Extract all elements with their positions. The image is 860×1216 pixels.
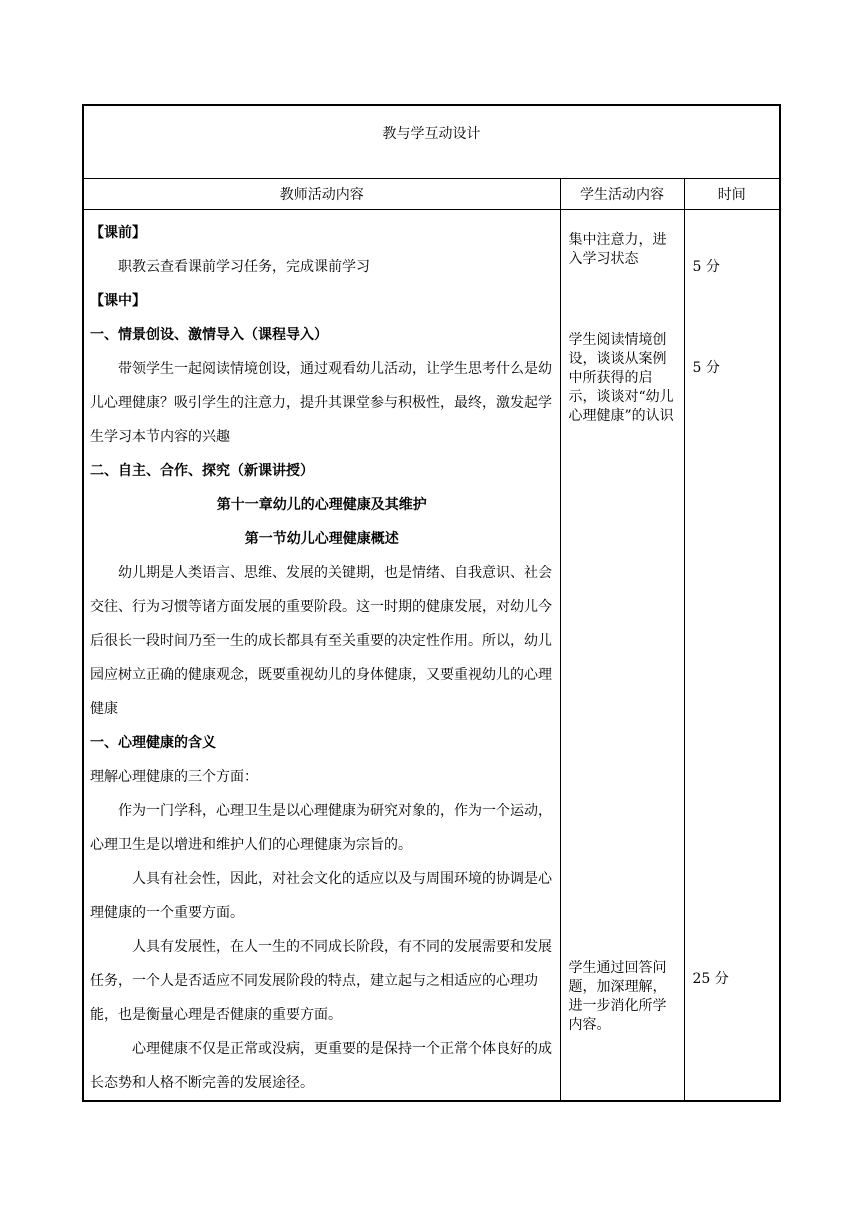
section1-text: 带领学生一起阅读情境创设，通过观看幼儿活动，让学生思考什么是幼儿心理健康？吸引学生的注意力，提升其课堂参与积极性，最终，激发起学生学习本节内容的兴趣 xyxy=(90,361,552,445)
teacher-column-header: 教师活动内容 xyxy=(83,179,560,210)
chapter-title: 第十一章幼儿的心理健康及其维护 xyxy=(216,497,427,513)
aspect-paragraph-3: 人具有发展性，在人一生的不同成长阶段，有不同的发展需要和发展任务，一个人是否适应不同发展阶段的特点，建立起与之相适应的心理功能，也是衡量心理是否健康的重要方面。 xyxy=(90,939,552,1023)
interaction-design-table xyxy=(82,104,781,1102)
table-title-cell xyxy=(83,105,780,179)
aspect-paragraph-4: 心理健康不仅是正常或没病，更重要的是保持一个正常个体良好的成长态势和人格不断完善的发展途径。 xyxy=(90,1041,552,1091)
student-activity-1: 集中注意力，进入学习状态 xyxy=(568,232,667,267)
student-activity-3: 学生通过回答问题，加深理解，进一步消化所学内容。 xyxy=(568,960,667,1033)
aspect-paragraph-2: 人具有社会性，因此，对社会文化的适应以及与周围环境的协调是心理健康的一个重要方面。 xyxy=(90,871,552,921)
in-class-heading: 【课中】 xyxy=(90,293,146,309)
meaning-heading: 一、心理健康的含义 xyxy=(90,735,216,751)
section1-heading: 一、情景创设、激情导入（课程导入） xyxy=(90,327,328,343)
time-value-3: 25 分 xyxy=(692,971,729,987)
student-column-header: 学生活动内容 xyxy=(560,179,684,210)
lesson-title: 第一节幼儿心理健康概述 xyxy=(244,531,399,547)
table-title: 教与学互动设计 xyxy=(382,126,481,142)
intro-paragraph: 幼儿期是人类语言、思维、发展的关键期，也是情绪、自我意识、社会交往、行为习惯等诸方面发展的重要阶段。这一时期的健康发展，对幼儿今后很长一段时间乃至一生的成长都具有至关重要的决定性作用。所以，幼儿园应树立正确的健康观念，既要重视幼儿的身体健康，又要重视幼儿的心理健康 xyxy=(90,565,552,717)
time-value-1: 5 分 xyxy=(692,259,720,275)
pre-class-heading: 【课前】 xyxy=(90,225,146,241)
time-value-2: 5 分 xyxy=(692,360,720,376)
student-activity-cell xyxy=(560,210,684,1102)
time-cell xyxy=(684,210,780,1102)
time-column-header: 时间 xyxy=(684,179,780,210)
student-activity-2: 学生阅读情境创设，谈谈从案例中所获得的启示，谈谈对“幼儿心理健康”的认识 xyxy=(568,332,674,424)
three-aspects-label: 理解心理健康的三个方面： xyxy=(90,769,258,785)
pre-class-text: 职教云查看课前学习任务，完成课前学习 xyxy=(118,259,370,275)
teacher-activity-cell xyxy=(83,210,560,1102)
section2-heading: 二、自主、合作、探究（新课讲授） xyxy=(90,463,314,479)
aspect-paragraph-1: 作为一门学科，心理卫生是以心理健康为研究对象的，作为一个运动，心理卫生是以增进和维护人们的心理健康为宗旨的。 xyxy=(90,803,552,853)
